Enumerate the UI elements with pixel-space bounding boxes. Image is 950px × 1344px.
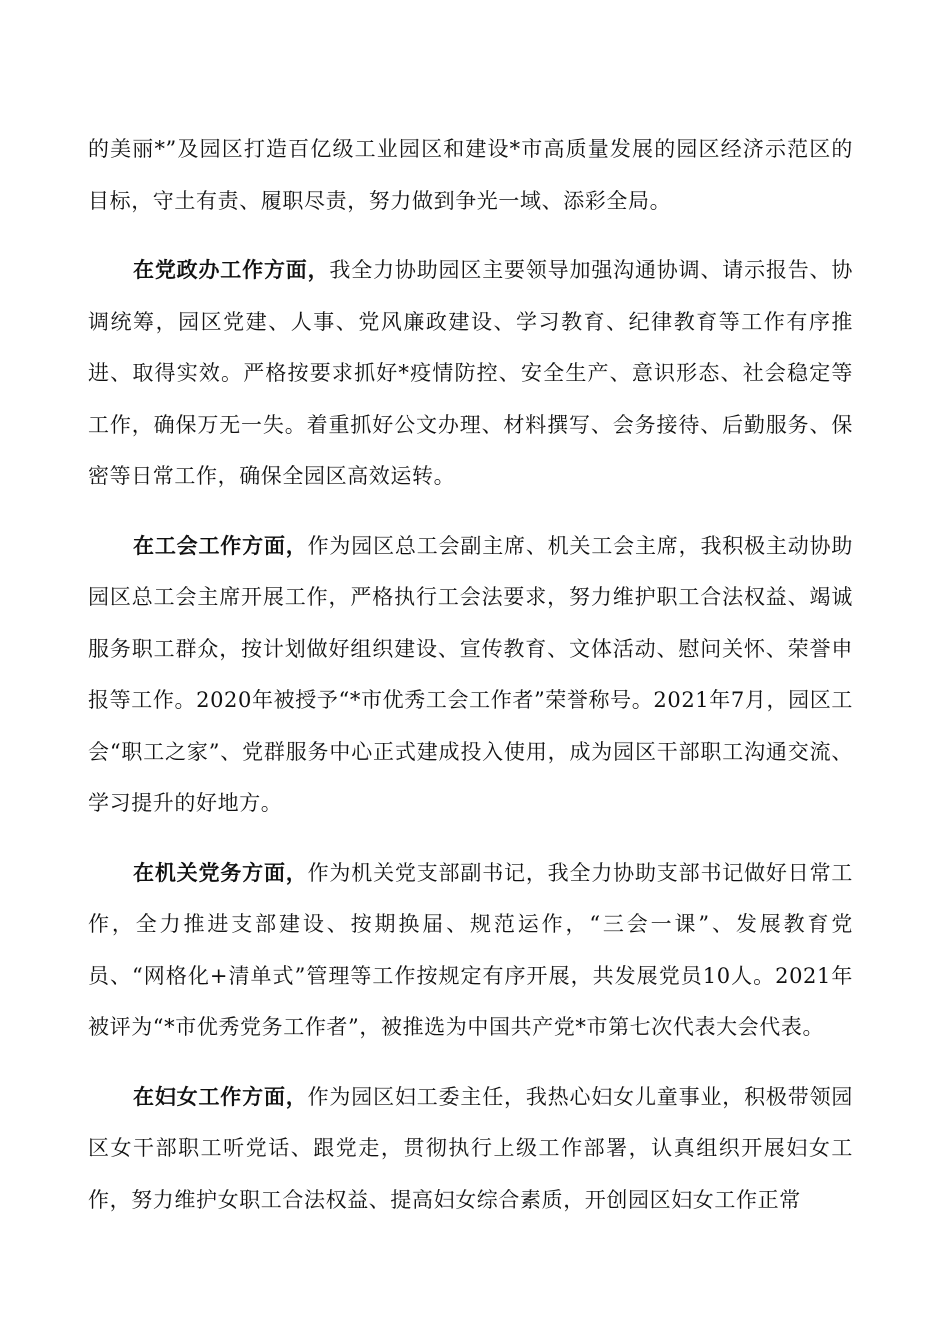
paragraph-party-affairs — [88, 847, 853, 1054]
paragraph-women-work — [88, 1071, 853, 1227]
paragraph-text: 作为园区总工会副主席、机关工会主席，我积极主动协助园区总工会主席开展工作，严格执行工会法要求，努力维护职工合法权益、竭诚服务职工群众，按计划做好组织建设、宣传教育、文体活动、慰问关怀、荣誉申报等工作。2020年被授予“*市优秀工会工作者”荣誉称号。2021年7月，园区工会“职工之家”、党群服务中心正式建成投入使用，成为园区干部职工沟通交流、学习提升的好地方。 — [88, 533, 853, 815]
paragraph-heading: 在妇女工作方面， — [133, 1083, 308, 1109]
paragraph-text: 我全力协助园区主要领导加强沟通协调、请示报告、协调统筹，园区党建、人事、党风廉政建设、学习教育、纪律教育等工作有序推进、取得实效。严格按要求抓好*疫情防控、安全生产、意识形态、社会稳定等工作，确保万无一失。着重抓好公文办理、材料撰写、会务接待、后勤服务、保密等日常工作，确保全园区高效运转。 — [88, 258, 853, 488]
paragraph-text: 作为园区妇工委主任，我热心妇女儿童事业，积极带领园区女干部职工听党话、跟党走，贯彻执行上级工作部署，认真组织开展妇女工作，努力维护女职工合法权益、提高妇女综合素质，开创园区妇女工作正常 — [88, 1084, 853, 1212]
paragraph-heading: 在党政办工作方面， — [133, 257, 330, 282]
paragraph-text: 的美丽*”及园区打造百亿级工业园区和建设*市高质量发展的园区经济示范区的目标，守土有责、履职尽责，努力做到争光一域、添彩全局。 — [88, 137, 853, 213]
paragraph-trade-union — [88, 520, 853, 830]
paragraph-heading: 在机关党务方面， — [133, 859, 308, 885]
paragraph-heading: 在工会工作方面， — [133, 532, 308, 558]
paragraph-party-office — [88, 244, 853, 503]
document-body — [88, 124, 853, 1243]
paragraph-continuation — [88, 124, 853, 227]
paragraph-text: 作为机关党支部副书记，我全力协助支部书记做好日常工作，全力推进支部建设、按期换届、规范运作，“三会一课”、发展教育党员、“网格化+清单式”管理等工作按规定有序开展，共发展党员10人。2021年被评为“*市优秀党务工作者”，被推选为中国共产党*市第七次代表大会代表。 — [88, 860, 853, 1039]
